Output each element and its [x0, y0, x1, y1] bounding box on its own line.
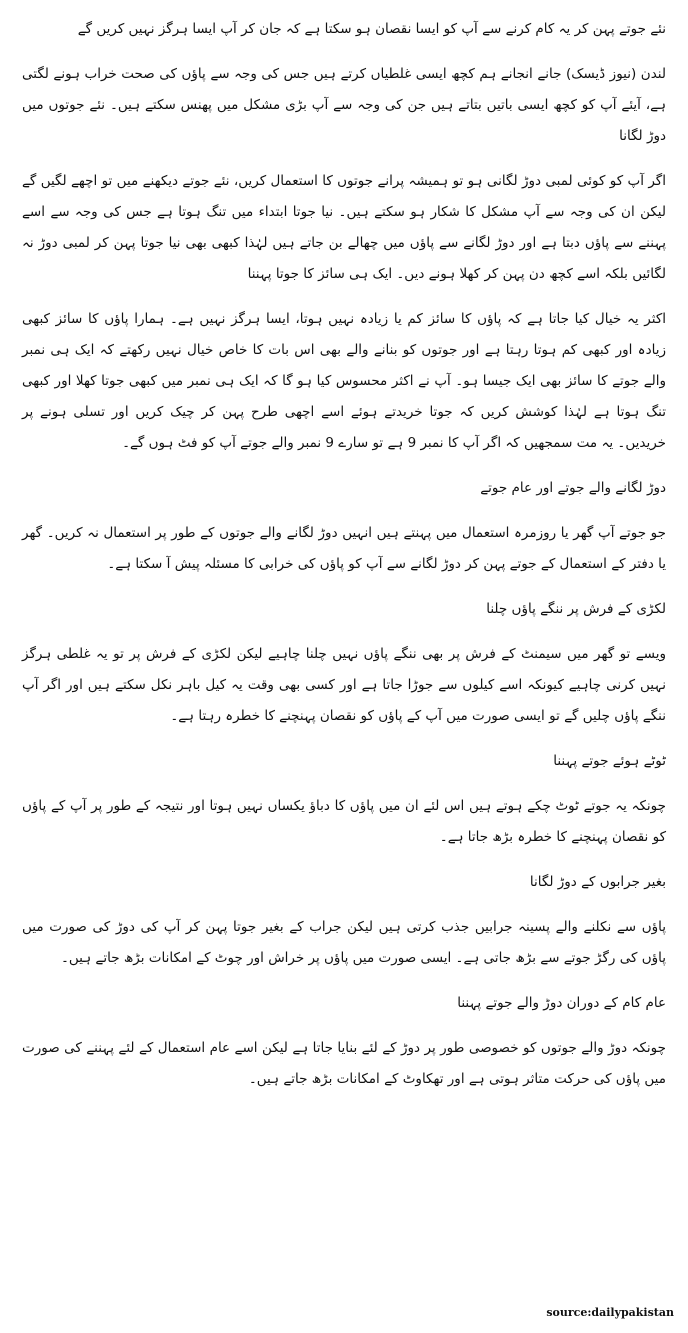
article-paragraph: چونکہ دوڑ والے جوتوں کو خصوصی طور پر دوڑ کے لئے بنایا جاتا ہے لیکن اسے عام استعمال کے لئے پہننے کی صورت میں پاؤں کی حرکت متاثر ہوتی ہے اور تھکاوٹ کے امکانات بڑھ جاتے ہیں۔ — [22, 1040, 666, 1087]
section-heading: دوڑ لگانے والے جوتے اور عام جوتے — [480, 480, 666, 496]
article-paragraph: اگر آپ کو کوئی لمبی دوڑ لگانی ہو تو ہمیشہ پرانے جوتوں کا استعمال کریں، نئے جوتے دیکھنے میں تو اچھے لگیں گے لیکن ان کی وجہ سے آپ مشکل کا شکار ہو سکتے ہیں۔ نیا جوتا ابتداء میں تنگ ہوتا ہے جس کی وجہ سے اسے پہننے سے پاؤں دبتا ہے اور دوڑ لگانے سے پاؤں میں چھالے بن جاتے ہیں لہٰذا کبھی بھی نیا جوتا پہن کر لمبی دوڑ نہ لگائیں بلکہ اسے کچھ دن پہن کر کھلا ہونے دیں۔ ایک ہی سائز کا جوتا پہننا — [22, 173, 666, 282]
section-heading: بغیر جرابوں کے دوڑ لگانا — [529, 874, 666, 890]
section-heading: لکڑی کے فرش پر ننگے پاؤں چلنا — [486, 601, 666, 617]
source-credit: source:dailypakistan — [546, 1306, 674, 1319]
section-heading: عام کام کے دوران دوڑ والے جوتے پہننا — [457, 995, 666, 1011]
article-paragraph: لندن (نیوز ڈیسک) جانے انجانے ہم کچھ ایسی غلطیاں کرتے ہیں جس کی وجہ سے پاؤں کی صحت خراب ہونے لگتی ہے، آیئے آپ کو کچھ ایسی باتیں بتاتے ہیں جن کی وجہ سے آپ بڑی مشکل میں پھنس سکتے ہیں۔ نئے جوتوں میں دوڑ لگانا — [22, 66, 666, 144]
section-heading: ٹوٹے ہوئے جوتے پہننا — [553, 753, 666, 769]
article-paragraph: اکثر یہ خیال کیا جاتا ہے کہ پاؤں کا سائز کم یا زیادہ نہیں ہوتا، ایسا ہرگز نہیں ہے۔ ہمارا پاؤں کا سائز کبھی زیادہ اور کبھی کم ہوتا رہتا ہے اور جوتوں کو بنانے والے بھی اس بات کا خاص خیال نہیں رکھتے کہ ایک ہی نمبر والے جوتے کا سائز بھی ایک جیسا ہو۔ آپ نے اکثر محسوس کیا ہو گا کہ ایک ہی نمبر میں کبھی جوتا کھلا اور کبھی تنگ ہوتا ہے لہٰذا کوشش کریں کہ جوتا خریدتے ہوئے اسے اچھی طرح پہن کر چیک کریں اور تسلی ہونے پر خریدیں۔ یہ مت سمجھیں کہ اگر آپ کا نمبر 9 ہے تو سارے 9 نمبر والے جوتے آپ کو فٹ ہوں گے۔ — [22, 311, 666, 451]
article-paragraph: نئے جوتے پہن کر یہ کام کرنے سے آپ کو ایسا نقصان ہو سکتا ہے کہ جان کر آپ ایسا ہرگز نہیں کریں گے — [77, 21, 666, 37]
article-paragraph: چونکہ یہ جوتے ٹوٹ چکے ہوتے ہیں اس لئے ان میں پاؤں کا دباؤ یکساں نہیں ہوتا اور نتیجہ کے طور پر آپ کے پاؤں کو نقصان پہنچنے کا خطرہ بڑھ جاتا ہے۔ — [22, 798, 666, 845]
article-body — [22, 14, 666, 1109]
article-paragraph: پاؤں سے نکلنے والے پسینہ جرابیں جذب کرتی ہیں لیکن جراب کے بغیر جوتا پہن کر آپ کی دوڑ کی صورت میں پاؤں کی رگڑ جوتے سے بڑھ جاتی ہے۔ ایسی صورت میں پاؤں پر خراش اور چوٹ کے امکانات بڑھ جاتے ہیں۔ — [22, 919, 666, 966]
article-paragraph: ویسے تو گھر میں سیمنٹ کے فرش پر بھی ننگے پاؤں نہیں چلنا چاہیے لیکن لکڑی کے فرش پر تو یہ غلطی ہرگز نہیں کرنی چاہیے کیونکہ اسے کیلوں سے جوڑا جاتا ہے اور کسی بھی وقت یہ کیل باہر نکل سکتے ہیں اور اگر آپ ننگے پاؤں چلیں گے تو ایسی صورت میں آپ کے پاؤں کو نقصان پہنچنے کا خطرہ رہتا ہے۔ — [22, 646, 666, 724]
article-paragraph: جو جوتے آپ گھر یا روزمرہ استعمال میں پہنتے ہیں انہیں دوڑ لگانے والے جوتوں کے طور پر استعمال نہ کریں۔ گھر یا دفتر کے استعمال کے جوتے پہن کر دوڑ لگانے سے آپ کو پاؤں کی خرابی کا مسئلہ پیش آ سکتا ہے۔ — [22, 525, 666, 572]
